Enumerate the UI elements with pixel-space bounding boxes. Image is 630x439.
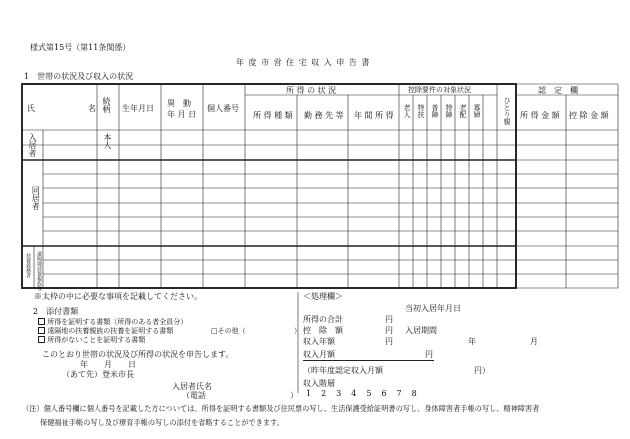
- attachment-item-label: 所得がないことを証明する書類: [47, 336, 146, 344]
- header-move-in-1: 異 動: [167, 99, 191, 108]
- phone-close: ）: [290, 391, 298, 400]
- total-income-label: 所得の合計: [303, 315, 343, 324]
- prev-year-monthly: （昨年度認定収入月額: [303, 366, 383, 375]
- header-deduction-group: 控除要件の対象状況: [408, 86, 471, 94]
- attachment-item: [38, 336, 145, 344]
- applicant-relation-value: 本人: [103, 133, 112, 149]
- yen-unit: 円: [425, 350, 433, 359]
- header-deduction-col: 普障: [431, 104, 439, 118]
- year-unit: 年: [468, 337, 476, 346]
- month-unit: 月: [530, 337, 538, 346]
- header-income-group: 所 得 の 状 況: [286, 86, 337, 95]
- header-deduction-col: 特障: [445, 104, 453, 118]
- attachments-heading: 2 添付書類: [33, 307, 79, 316]
- header-my-number: 個人番号: [207, 104, 239, 113]
- section1-heading: 1 世帯の状況及び収入の状況: [24, 72, 134, 81]
- row-label-applicant: 入居者: [28, 133, 37, 157]
- form-title: 年 度 市 営 住 宅 収 入 申 告 書: [236, 58, 371, 67]
- income-tier-label: 収入階層: [303, 379, 335, 388]
- header-employer: 勤 務 先 等: [304, 111, 344, 120]
- checkbox[interactable]: [38, 336, 45, 343]
- footer-note-line1: （注）個人番号欄に個人番号を記載した方については、所得を証明する書類及び住民票の写し、生活保護受給証明書の写し、身体障害者手帳の写し、精神障害者: [22, 404, 540, 413]
- prev-year-close: 円）: [474, 366, 490, 375]
- checkbox[interactable]: [38, 327, 45, 334]
- attachment-item: [38, 327, 173, 335]
- header-deduction-col: 特扶: [417, 104, 425, 118]
- phone-label: （電話: [182, 391, 206, 400]
- header-income-type: 所 得 種 類: [253, 111, 293, 120]
- row-label-support-duty: 扶養義務者: [25, 253, 31, 278]
- header-deduction-col: 老配: [459, 104, 467, 118]
- attachment-other-close: ）: [294, 327, 301, 335]
- header-approved-income: 所 得 金 額: [520, 111, 560, 120]
- attachment-item: [38, 318, 187, 326]
- footer-note-line2: 保健福祉手帳の写し及び療育手帳の写しの添付を省略することができます。: [40, 418, 284, 427]
- yen-unit: 円: [385, 326, 393, 335]
- declaration-addressee: （あて先）登米市長: [62, 370, 134, 379]
- header-birthdate: 生年月日: [122, 104, 154, 113]
- processing-heading: ＜処理欄＞: [303, 292, 343, 301]
- attachment-other: □その他（: [211, 327, 246, 335]
- checkbox[interactable]: [38, 318, 45, 325]
- attachment-item-label: 所得を証明する書類（所得のある者全員分）: [47, 318, 188, 326]
- residence-period-label: 入居期間: [405, 326, 437, 335]
- row-label-household: 同居者: [31, 186, 41, 210]
- income-tier-options: 1 2 3 4 5 6 7 8: [306, 389, 418, 398]
- annual-income-label: 収入年額: [303, 337, 335, 346]
- row-label-remote-dependent: 遠隔地扶養親族等: [36, 251, 42, 291]
- declaration-date: 年 月 日: [80, 360, 136, 369]
- header-approval-group: 認 定 欄: [538, 86, 578, 95]
- declaration-statement: このとおり世帯の状況及び所得の状況を申告します。: [42, 350, 234, 359]
- monthly-income-label: 収入月額: [303, 350, 335, 359]
- attachment-item-label: 遠隔地の扶養親族の扶養を証明する書類: [47, 327, 174, 335]
- header-move-in-2: 年 月 日: [167, 110, 197, 119]
- initial-move-in-date: 当初入居年月日: [405, 304, 461, 313]
- resident-name-label: 入居者氏名: [172, 382, 212, 391]
- header-name-right: 名: [88, 104, 96, 113]
- header-deduction-col: ひとり親: [503, 97, 511, 125]
- form-number: 様式第15号（第11条関係）: [30, 43, 131, 52]
- header-approved-deduction: 控 除 金 額: [569, 111, 609, 120]
- header-name-left: 氏: [27, 104, 35, 113]
- header-deduction-col: 老人: [403, 104, 411, 118]
- monthly-income-row: [303, 350, 434, 361]
- header-deduction-col: 寡婦: [473, 104, 481, 118]
- yen-unit: 円: [385, 315, 393, 324]
- header-annual-income: 年 間 所 得: [354, 111, 394, 120]
- frame-note: ※太枠の中に必要な事項を記載してください。: [34, 292, 202, 301]
- header-relation: 続柄: [102, 97, 111, 113]
- yen-unit: 円: [385, 337, 393, 346]
- deduction-label: 控 除 額: [303, 326, 343, 335]
